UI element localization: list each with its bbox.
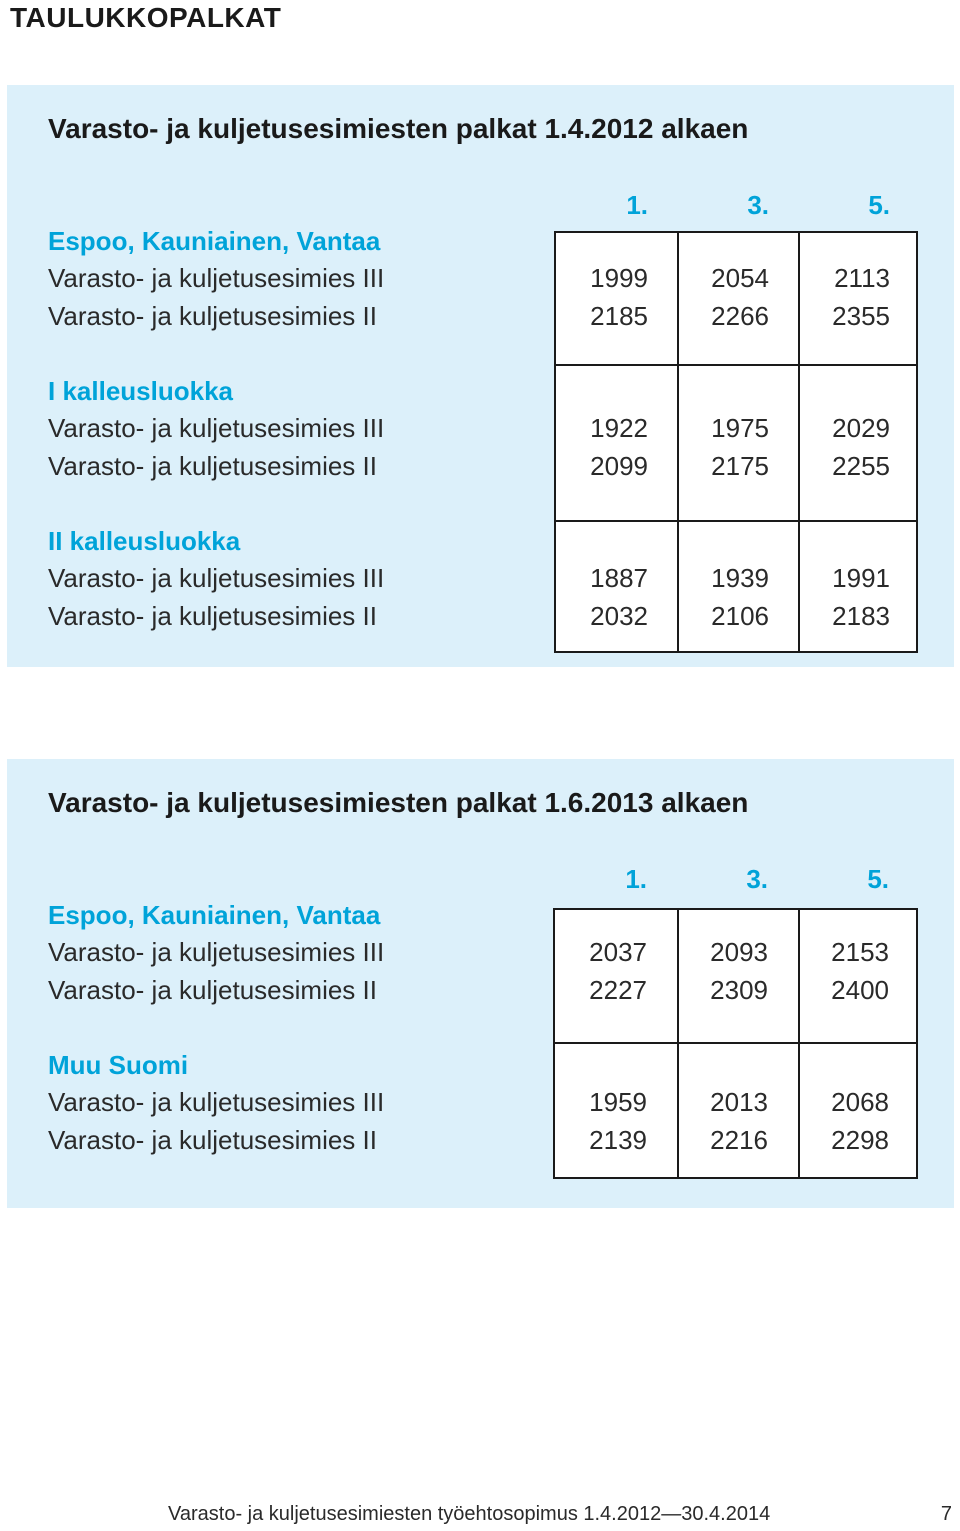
salary-table-2012	[7, 85, 954, 667]
salary-cell: 2153	[831, 937, 889, 967]
row-label: Varasto- ja kuljetusesimies II	[48, 1125, 377, 1155]
column-header-1: 1.	[625, 864, 647, 894]
salary-cell: 2106	[711, 601, 769, 631]
salary-cell: 2013	[710, 1087, 768, 1117]
salary-cell: 2139	[589, 1125, 647, 1155]
group-title: II kalleusluokka	[48, 526, 241, 556]
salary-cell: 2355	[832, 301, 890, 331]
column-header-1: 1.	[626, 190, 648, 220]
salary-cell: 2032	[590, 601, 648, 631]
column-header-3: 3.	[747, 190, 769, 220]
salary-cell: 2227	[589, 975, 647, 1005]
group-title: Espoo, Kauniainen, Vantaa	[48, 900, 381, 930]
row-label: Varasto- ja kuljetusesimies II	[48, 301, 377, 331]
table-heading: Varasto- ja kuljetusesimiesten palkat 1.6.2013 alkaen	[48, 787, 749, 818]
footer-text: Varasto- ja kuljetusesimiesten työehtosopimus 1.4.2012—30.4.2014	[168, 1503, 771, 1525]
salary-cell: 2266	[711, 301, 769, 331]
salary-cell: 2216	[710, 1125, 768, 1155]
salary-cell: 2037	[589, 937, 647, 967]
row-label: Varasto- ja kuljetusesimies III	[48, 263, 385, 293]
row-label: Varasto- ja kuljetusesimies III	[48, 563, 385, 593]
salary-table-2013	[7, 759, 954, 1208]
row-label: Varasto- ja kuljetusesimies II	[48, 975, 377, 1005]
column-header-5: 5.	[868, 190, 890, 220]
row-label: Varasto- ja kuljetusesimies II	[48, 601, 377, 631]
group-title: I kalleusluokka	[48, 376, 233, 406]
grid-divider	[555, 1042, 916, 1044]
salary-cell: 2175	[711, 451, 769, 481]
row-label: Varasto- ja kuljetusesimies III	[48, 413, 385, 443]
grid-divider	[556, 364, 916, 366]
salary-cell: 2113	[834, 263, 890, 293]
salary-cell: 1999	[590, 263, 648, 293]
salary-cell: 2309	[710, 975, 768, 1005]
row-label: Varasto- ja kuljetusesimies III	[48, 1087, 385, 1117]
salary-cell: 2255	[832, 451, 890, 481]
salary-cell: 2068	[831, 1087, 889, 1117]
salary-cell: 2298	[831, 1125, 889, 1155]
salary-cell: 1975	[711, 413, 769, 443]
row-label: Varasto- ja kuljetusesimies II	[48, 451, 377, 481]
group-title: Muu Suomi	[48, 1050, 189, 1080]
salary-cell: 1939	[711, 563, 769, 593]
group-title: Espoo, Kauniainen, Vantaa	[48, 226, 381, 256]
salary-cell: 2099	[590, 451, 648, 481]
page-title: TAULUKKOPALKAT	[10, 2, 282, 33]
salary-cell: 2400	[831, 975, 889, 1005]
row-label: Varasto- ja kuljetusesimies III	[48, 937, 385, 967]
salary-cell: 2093	[710, 937, 768, 967]
salary-cell: 1991	[832, 563, 890, 593]
page-number: 7	[940, 1503, 952, 1525]
salary-cell: 2029	[832, 413, 890, 443]
column-header-3: 3.	[746, 864, 768, 894]
salary-cell: 1922	[590, 413, 648, 443]
grid-divider	[556, 520, 916, 522]
table-heading: Varasto- ja kuljetusesimiesten palkat 1.4.2012 alkaen	[48, 113, 749, 144]
salary-cell: 1959	[589, 1087, 647, 1117]
salary-cell: 2185	[590, 301, 648, 331]
column-header-5: 5.	[867, 864, 889, 894]
salary-cell: 2183	[832, 601, 890, 631]
salary-cell: 2054	[711, 263, 769, 293]
salary-cell: 1887	[590, 563, 648, 593]
